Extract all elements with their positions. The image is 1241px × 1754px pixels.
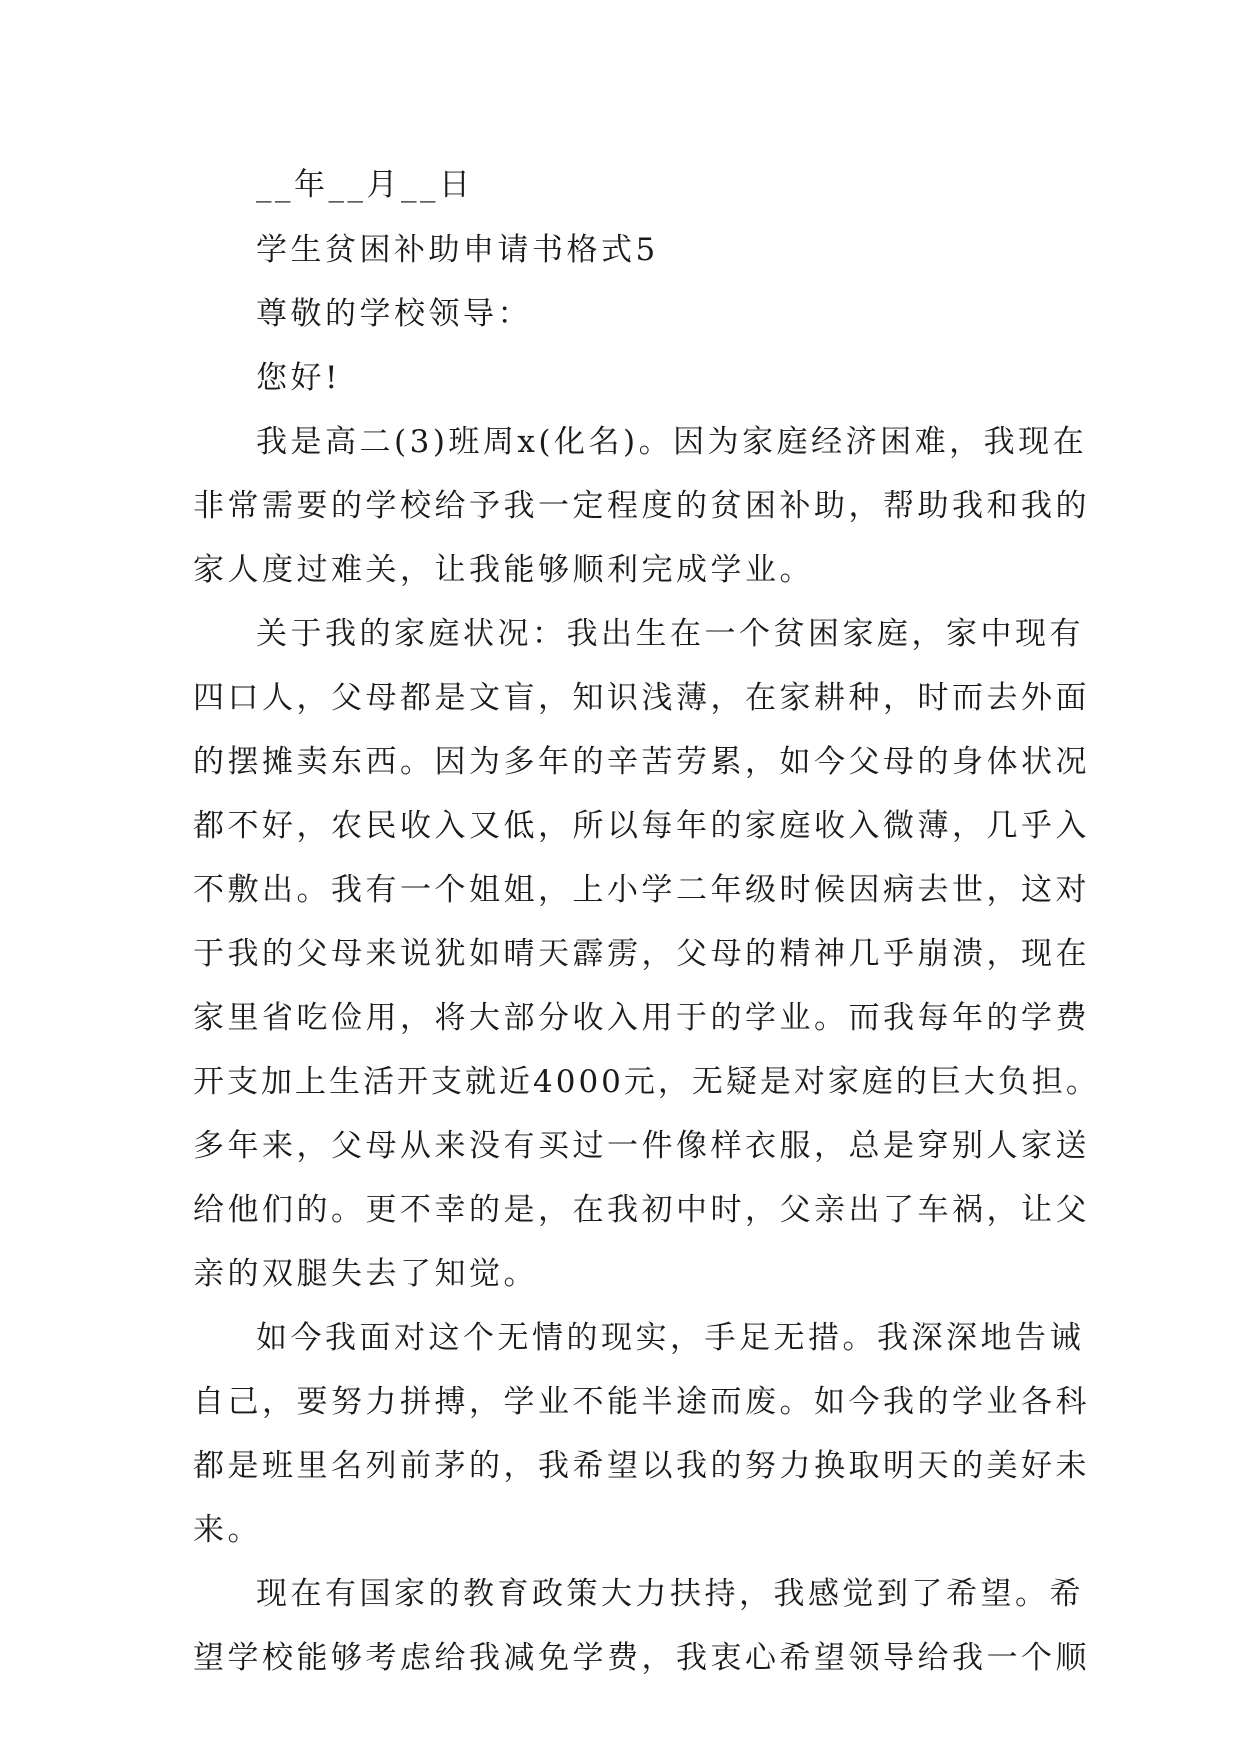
paragraph-line: 家人度过难关，让我能够顺利完成学业。 [193,552,814,588]
paragraph-line: 如今我面对这个无情的现实，手足无措。我深深地告诫 [256,1320,1084,1356]
date-line: __年__月__日 [256,167,474,203]
paragraph-line: 不敷出。我有一个姐姐，上小学二年级时候因病去世，这对 [193,872,1090,908]
paragraph-line: 的摆摊卖东西。因为多年的辛苦劳累，如今父母的身体状况 [193,744,1090,780]
paragraph-line: 我是高二(3)班周x(化名)。因为家庭经济困难，我现在 [256,424,1088,460]
paragraph-line: 四口人，父母都是文盲，知识浅薄，在家耕种，时而去外面 [193,680,1090,716]
document-title: 学生贫困补助申请书格式5 [256,232,659,268]
paragraph-line: 望学校能够考虑给我减免学费，我衷心希望领导给我一个顺 [193,1640,1090,1676]
paragraph-line: 家里省吃俭用，将大部分收入用于的学业。而我每年的学费 [193,1000,1090,1036]
paragraph-line: 都不好，农民收入又低，所以每年的家庭收入微薄，几乎入 [193,808,1090,844]
paragraph-line: 非常需要的学校给予我一定程度的贫困补助，帮助我和我的 [193,488,1090,524]
paragraph-line: 于我的父母来说犹如晴天霹雳，父母的精神几乎崩溃，现在 [193,936,1090,972]
salutation: 尊敬的学校领导： [256,296,532,332]
paragraph-line: 来。 [193,1512,262,1548]
paragraph-line: 多年来，父母从来没有买过一件像样衣服，总是穿别人家送 [193,1128,1090,1164]
paragraph-line: 自己，要努力拼搏，学业不能半途而废。如今我的学业各科 [193,1384,1090,1420]
paragraph-line: 亲的双腿失去了知觉。 [193,1256,538,1292]
paragraph-line: 给他们的。更不幸的是，在我初中时，父亲出了车祸，让父 [193,1192,1090,1228]
paragraph-line: 开支加上生活开支就近4000元，无疑是对家庭的巨大负担。 [193,1064,1100,1100]
paragraph-line: 现在有国家的教育政策大力扶持，我感觉到了希望。希 [256,1576,1084,1612]
paragraph-line: 都是班里名列前茅的，我希望以我的努力换取明天的美好未 [193,1448,1090,1484]
greeting: 您好! [256,360,341,396]
paragraph-line: 关于我的家庭状况：我出生在一个贫困家庭，家中现有 [256,616,1084,652]
